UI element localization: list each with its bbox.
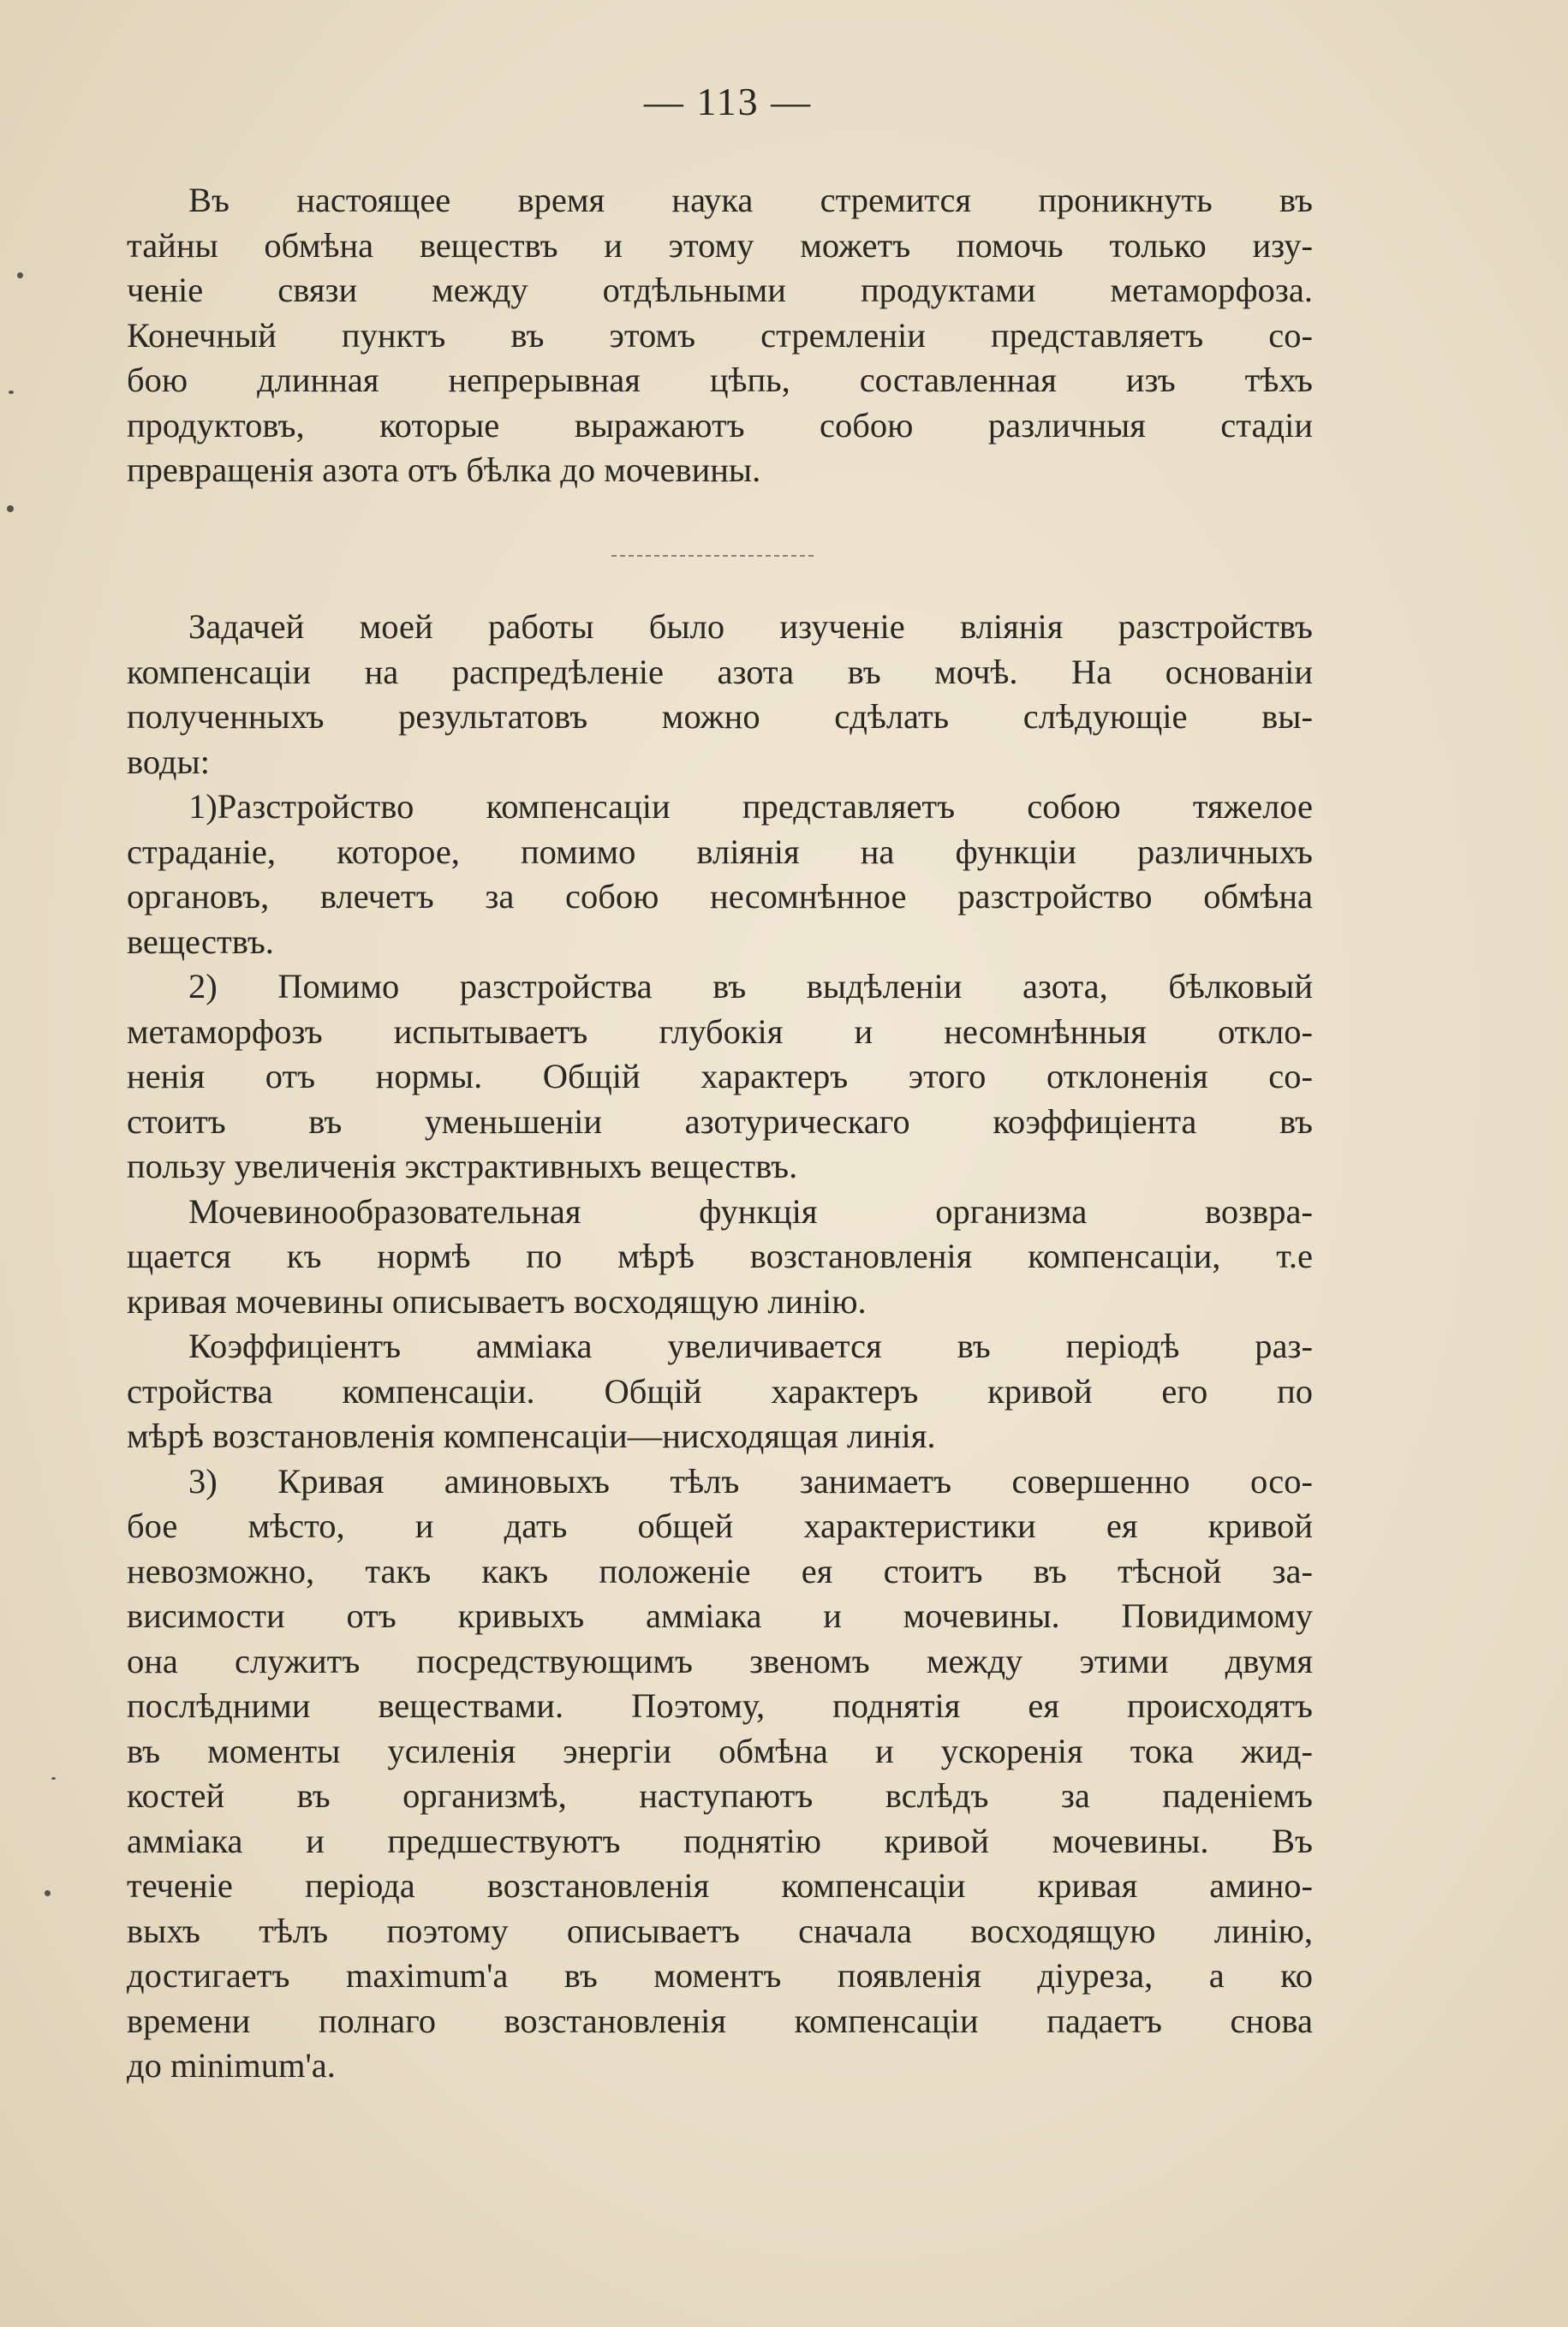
paragraph-5 [127,1190,1313,1325]
text-line: висимости отъ кривыхъ амміака и мочевины. Повидимому [127,1596,1313,1635]
text-line: стройства компенсаціи. Общій характеръ кривой его по [127,1371,1313,1411]
section-divider [611,555,814,557]
text-line: Коэффиціентъ амміака увеличивается въ періодѣ раз- [188,1327,1313,1365]
text-line: теченіе періода возстановленія компенсаціи кривая амино- [127,1866,1313,1905]
text-line: превращенія азота отъ бѣлка до мочевины. [127,450,761,489]
text-line: Задачей моей работы было изученіе вліянія разстройствъ [188,607,1313,646]
text-line: 2) Помимо разстройства въ выдѣленіи азота, бѣлковый [188,967,1313,1005]
text-line: Мочевинообразовательная функція организма возвра- [188,1191,1313,1231]
text-line: невозможно, такъ какъ положеніе ея стоитъ въ тѣсной за- [127,1551,1313,1590]
text-line: стоитъ въ уменьшеніи азотурическаго коэффиціента въ [127,1101,1313,1141]
text-line: 3) Кривая аминовыхъ тѣлъ занимаетъ совершенно осо- [188,1461,1313,1501]
text-line: ченіе связи между отдѣльными продуктами метаморфоза. [127,271,1313,309]
text-line: мѣрѣ возстановленія компенсаціи—нисходящая линія. [127,1417,936,1455]
paper-speck [45,1890,51,1896]
paper-speck [9,391,14,394]
conclusions-section [127,605,1313,2089]
intro-section [127,178,1313,493]
text-line: въ моменты усиленія энергіи обмѣна и ускоренія тока жид- [127,1731,1313,1770]
paragraph-4 [127,964,1313,1190]
text-line: метаморфозъ испытываетъ глубокія и несомнѣнныя откло- [127,1011,1313,1051]
text-line: веществъ. [127,922,274,961]
paragraph-7 [127,1459,1313,2089]
text-line: она служитъ посредствующимъ звеномъ между этими двумя [127,1641,1313,1680]
text-line: компенсаціи на распредѣленіе азота въ мочѣ. На основаніи [127,652,1313,691]
text-line: щается къ нормѣ по мѣрѣ возстановленія компенсаціи, т.е [127,1237,1313,1275]
text-line: амміака и предшествуютъ поднятію кривой мочевины. Въ [127,1821,1313,1860]
text-line: кривая мочевины описываетъ восходящую линію. [127,1281,867,1321]
text-line: до minimum'а. [127,2046,336,2085]
page-number: — 113 — [643,80,813,123]
text-line: бою длинная непрерывная цѣпь, составленная изъ тѣхъ [127,361,1313,399]
text-line: страданіе, которое, помимо вліянія на функціи различныхъ [127,832,1313,871]
text-line: органовъ, влечетъ за собою несомнѣнное разстройство обмѣна [127,877,1313,916]
paper-speck [7,505,14,512]
paragraph-2 [127,605,1313,785]
text-line: достигаетъ maximum'а въ моментъ появленія діуреза, а ко [127,1956,1313,1995]
paper-speck [51,1777,56,1780]
text-line: 1)Разстройство компенсаціи представляетъ собою тяжелое [188,787,1313,826]
paragraph-1 [127,178,1313,493]
text-line: послѣдними веществами. Поэтому, поднятія ея происходятъ [127,1686,1313,1725]
text-line: полученныхъ результатовъ можно сдѣлать слѣдующіе вы- [127,697,1313,736]
text-line: костей въ организмѣ, наступаютъ вслѣдъ за паденіемъ [127,1776,1313,1815]
text-line: выхъ тѣлъ поэтому описываетъ сначала восходящую линію, [127,1911,1313,1950]
text-line: бое мѣсто, и дать общей характеристики ея кривой [127,1507,1313,1545]
text-line: Конечный пунктъ въ этомъ стремленіи представляетъ со- [127,315,1313,355]
text-line: воды: [127,742,210,781]
paper-speck [17,272,23,278]
paragraph-3 [127,785,1313,964]
text-line: ненія отъ нормы. Общій характеръ этого отклоненія со- [127,1057,1313,1095]
text-line: Въ настоящее время наука стремится проникнуть въ [188,181,1313,219]
text-line: времени полнаго возстановленія компенсаціи падаетъ снова [127,2001,1313,2040]
text-line: пользу увеличенія экстрактивныхъ веществъ. [127,1147,798,1185]
text-line: продуктовъ, которые выражаютъ собою различныя стадіи [127,405,1313,445]
paragraph-6 [127,1324,1313,1459]
text-line: тайны обмѣна веществъ и этому можетъ помочь только изу- [127,225,1313,265]
